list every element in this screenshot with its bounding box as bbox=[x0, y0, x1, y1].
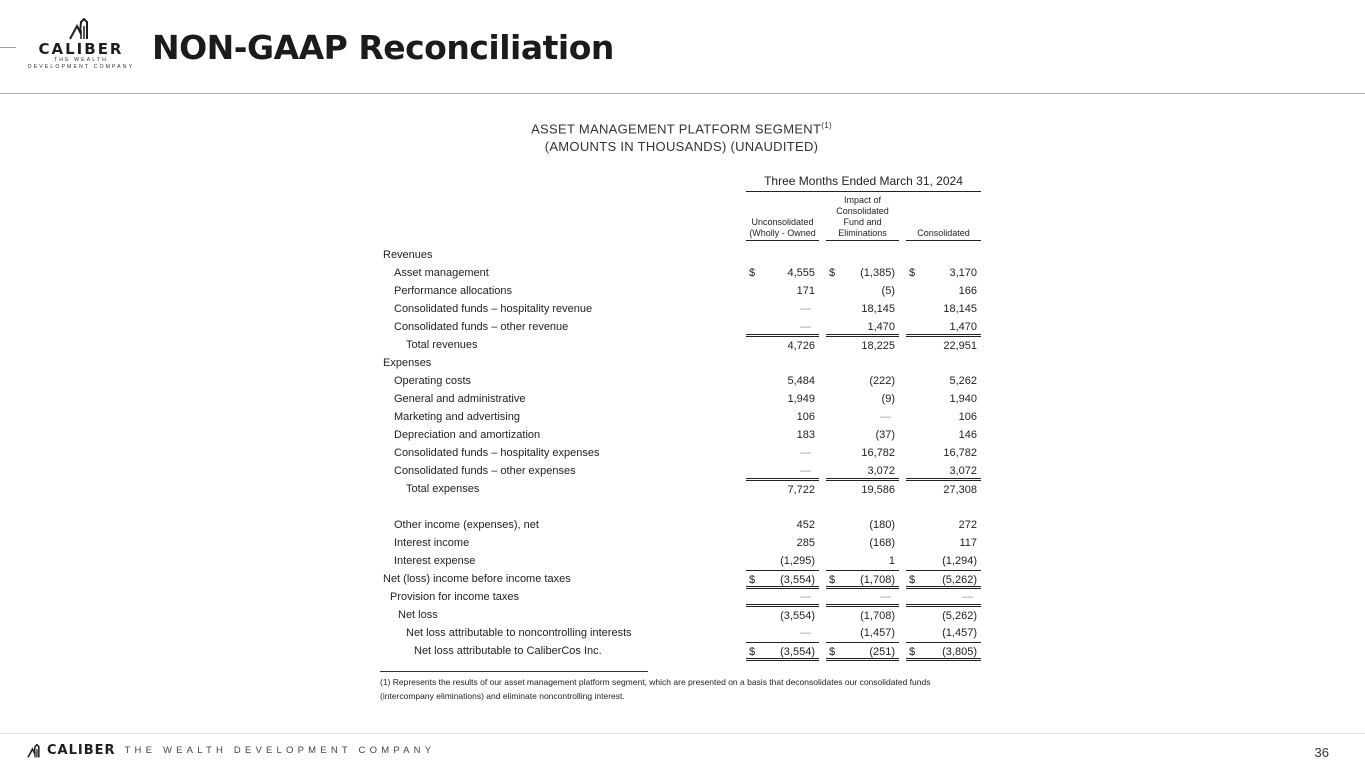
cell-value: (180) bbox=[869, 519, 895, 531]
table-row bbox=[380, 444, 983, 462]
row-label: Depreciation and amortization bbox=[394, 429, 541, 441]
row-label: Interest expense bbox=[394, 555, 476, 567]
cell-value: 19,586 bbox=[861, 484, 895, 496]
value-cell bbox=[906, 390, 981, 407]
value-cell bbox=[826, 570, 899, 589]
table-row bbox=[380, 570, 983, 588]
cell-value: (3,805) bbox=[942, 646, 977, 658]
cell-value: (5,262) bbox=[942, 574, 977, 586]
cell-value: (251) bbox=[869, 646, 895, 658]
cell-value: 106 bbox=[796, 411, 815, 423]
value-cell bbox=[826, 588, 899, 605]
row-label: Total revenues bbox=[406, 339, 478, 351]
value-cell bbox=[906, 534, 981, 551]
value-cell bbox=[906, 444, 981, 461]
value-cell bbox=[906, 426, 981, 443]
cell-value: (1,708) bbox=[860, 610, 895, 622]
value-cell bbox=[826, 372, 899, 389]
value-cell bbox=[826, 408, 899, 425]
value-cell bbox=[906, 336, 981, 353]
table-row bbox=[380, 372, 983, 390]
cell-value: 4,726 bbox=[787, 340, 815, 352]
cell-value: — bbox=[800, 627, 811, 639]
value-cell bbox=[826, 462, 899, 479]
cell-value: (1,457) bbox=[860, 627, 895, 639]
row-label: Operating costs bbox=[394, 375, 472, 387]
table-row bbox=[380, 534, 983, 552]
column-header-unconsolidated: Unconsolidated (Wholly - Owned bbox=[746, 194, 819, 241]
table-row bbox=[380, 336, 983, 354]
cell-value: 3,170 bbox=[949, 267, 977, 279]
cell-value: 146 bbox=[958, 429, 977, 441]
value-cell bbox=[906, 552, 981, 569]
cell-value: 1,470 bbox=[867, 321, 895, 333]
table-row bbox=[380, 480, 983, 498]
value-cell bbox=[826, 480, 899, 497]
table-row bbox=[380, 282, 983, 300]
cell-value: 7,722 bbox=[787, 484, 815, 496]
table-row bbox=[380, 426, 983, 444]
value-cell bbox=[906, 462, 981, 479]
cell-value: (1,294) bbox=[942, 555, 977, 567]
value-cell bbox=[906, 606, 981, 623]
row-label: Other income (expenses), net bbox=[394, 519, 539, 531]
cell-value: 166 bbox=[958, 285, 977, 297]
table-row bbox=[380, 300, 983, 318]
cell-value: 1,949 bbox=[787, 393, 815, 405]
value-cell bbox=[746, 624, 819, 641]
value-cell bbox=[826, 606, 899, 623]
currency-symbol: $ bbox=[909, 646, 916, 658]
value-cell bbox=[906, 318, 981, 335]
row-label: Interest income bbox=[394, 537, 470, 549]
cell-value: 22,951 bbox=[943, 340, 977, 352]
table-row bbox=[380, 642, 983, 660]
value-cell bbox=[746, 408, 819, 425]
column-header-impact: Impact of Consolidated Fund and Eliminations bbox=[826, 194, 899, 241]
value-cell bbox=[906, 516, 981, 533]
cell-value: 4,555 bbox=[787, 267, 815, 279]
footnote-divider bbox=[380, 671, 648, 672]
caliber-mark-icon bbox=[26, 744, 44, 758]
cell-value: 1,940 bbox=[949, 393, 977, 405]
row-label: Consolidated funds – other expenses bbox=[394, 465, 576, 477]
table-row bbox=[380, 408, 983, 426]
currency-symbol: $ bbox=[749, 267, 756, 279]
value-cell bbox=[746, 336, 819, 353]
footer-wordmark: CALIBER bbox=[47, 743, 116, 758]
row-label: Net loss bbox=[398, 609, 438, 621]
value-cell bbox=[906, 264, 981, 281]
value-cell bbox=[906, 570, 981, 589]
value-cell bbox=[826, 390, 899, 407]
value-cell bbox=[906, 408, 981, 425]
table-row bbox=[380, 462, 983, 480]
footnote: (1) Represents the results of our asset management platform segment, which are presented on a basis that deconsolidates our consolidated funds (intercompany eliminations) and eliminate noncontrolling interest. bbox=[380, 677, 931, 701]
value-cell bbox=[906, 480, 981, 497]
cell-value: 3,072 bbox=[949, 465, 977, 477]
value-cell bbox=[746, 552, 819, 569]
cell-value: (3,554) bbox=[780, 610, 815, 622]
row-label: Consolidated funds – hospitality revenue bbox=[394, 303, 593, 315]
table-row bbox=[380, 318, 983, 336]
currency-symbol: $ bbox=[829, 646, 836, 658]
value-cell bbox=[826, 624, 899, 641]
value-cell bbox=[906, 588, 981, 605]
row-label: Consolidated funds – other revenue bbox=[394, 321, 569, 333]
cell-value: (5,262) bbox=[942, 610, 977, 622]
cell-value: 285 bbox=[796, 537, 815, 549]
value-cell bbox=[906, 642, 981, 661]
cell-value: — bbox=[800, 303, 811, 315]
caliber-logo bbox=[22, 18, 140, 74]
footer-divider bbox=[0, 733, 1365, 734]
cell-value: (1,295) bbox=[780, 555, 815, 567]
value-cell bbox=[746, 642, 819, 661]
value-cell bbox=[746, 282, 819, 299]
cell-value: — bbox=[880, 591, 891, 603]
row-label: Performance allocations bbox=[394, 285, 513, 297]
cell-value: 18,145 bbox=[943, 303, 977, 315]
cell-value: — bbox=[880, 411, 891, 423]
cell-value: 452 bbox=[796, 519, 815, 531]
value-cell bbox=[826, 552, 899, 569]
currency-symbol: $ bbox=[909, 267, 916, 279]
cell-value: — bbox=[800, 591, 811, 603]
cell-value: — bbox=[800, 447, 811, 459]
cell-value: 272 bbox=[958, 519, 977, 531]
table-row bbox=[380, 552, 983, 570]
page-title: NON-GAAP Reconciliation bbox=[152, 28, 614, 67]
value-cell bbox=[826, 300, 899, 317]
value-cell bbox=[746, 480, 819, 497]
page-number: 36 bbox=[1314, 745, 1329, 760]
segment-title: ASSET MANAGEMENT PLATFORM SEGMENT bbox=[531, 121, 822, 137]
cell-value: — bbox=[800, 321, 811, 333]
value-cell bbox=[746, 444, 819, 461]
cell-value: (222) bbox=[869, 375, 895, 387]
value-cell bbox=[746, 588, 819, 605]
cell-value: (9) bbox=[881, 393, 895, 405]
value-cell bbox=[746, 606, 819, 623]
row-label: Net loss attributable to CaliberCos Inc. bbox=[414, 645, 602, 657]
caliber-mark-icon bbox=[68, 18, 94, 40]
header-divider bbox=[0, 93, 1365, 94]
table-row bbox=[380, 264, 983, 282]
cell-value: (5) bbox=[881, 285, 895, 297]
period-header: Three Months Ended March 31, 2024 bbox=[746, 174, 981, 192]
value-cell bbox=[746, 516, 819, 533]
footer-tagline: THE WEALTH DEVELOPMENT COMPANY bbox=[124, 745, 436, 756]
logo-wordmark: CALIBER bbox=[38, 40, 124, 58]
cell-value: (1,708) bbox=[860, 574, 895, 586]
row-label: Expenses bbox=[383, 357, 432, 369]
table-row bbox=[380, 246, 983, 264]
value-cell bbox=[746, 426, 819, 443]
table-row bbox=[380, 390, 983, 408]
value-cell bbox=[746, 570, 819, 589]
currency-symbol: $ bbox=[829, 574, 836, 586]
segment-heading bbox=[380, 117, 983, 156]
footer-brand bbox=[26, 743, 435, 758]
value-cell bbox=[826, 336, 899, 353]
value-cell bbox=[826, 264, 899, 281]
value-cell bbox=[746, 264, 819, 281]
row-label: Asset management bbox=[394, 267, 489, 279]
cell-value: 18,225 bbox=[861, 340, 895, 352]
header-accent-line bbox=[0, 47, 16, 48]
cell-value: 1 bbox=[888, 555, 895, 567]
row-label: General and administrative bbox=[394, 393, 526, 405]
cell-value: — bbox=[800, 465, 811, 477]
segment-title-footnote-ref: (1) bbox=[821, 121, 832, 130]
cell-value: 183 bbox=[796, 429, 815, 441]
cell-value: (168) bbox=[869, 537, 895, 549]
cell-value: 1,470 bbox=[949, 321, 977, 333]
value-cell bbox=[826, 642, 899, 661]
cell-value: (1,385) bbox=[860, 267, 895, 279]
row-label: Net loss attributable to noncontrolling interests bbox=[406, 627, 632, 639]
cell-value: (3,554) bbox=[780, 646, 815, 658]
value-cell bbox=[826, 318, 899, 335]
value-cell bbox=[826, 516, 899, 533]
table-row bbox=[380, 354, 983, 372]
value-cell bbox=[746, 390, 819, 407]
table-row bbox=[380, 588, 983, 606]
value-cell bbox=[826, 534, 899, 551]
row-label: Marketing and advertising bbox=[394, 411, 520, 423]
value-cell bbox=[906, 282, 981, 299]
cell-value: 5,484 bbox=[787, 375, 815, 387]
table-row bbox=[380, 606, 983, 624]
segment-subtitle: (AMOUNTS IN THOUSANDS) (UNAUDITED) bbox=[544, 139, 819, 155]
column-header-consolidated: Consolidated bbox=[906, 194, 981, 241]
value-cell bbox=[826, 282, 899, 299]
cell-value: (3,554) bbox=[780, 574, 815, 586]
value-cell bbox=[906, 372, 981, 389]
cell-value: 5,262 bbox=[949, 375, 977, 387]
row-label: Consolidated funds – hospitality expenses bbox=[394, 447, 600, 459]
row-label: Provision for income taxes bbox=[390, 591, 519, 603]
currency-symbol: $ bbox=[829, 267, 836, 279]
value-cell bbox=[746, 372, 819, 389]
table-row bbox=[380, 516, 983, 534]
cell-value: 16,782 bbox=[861, 447, 895, 459]
cell-value: 3,072 bbox=[867, 465, 895, 477]
cell-value: (37) bbox=[875, 429, 895, 441]
value-cell bbox=[826, 444, 899, 461]
value-cell bbox=[746, 300, 819, 317]
cell-value: 171 bbox=[796, 285, 815, 297]
currency-symbol: $ bbox=[749, 574, 756, 586]
cell-value: 117 bbox=[959, 537, 977, 549]
value-cell bbox=[906, 624, 981, 641]
cell-value: — bbox=[962, 591, 973, 603]
row-label: Total expenses bbox=[406, 483, 480, 495]
cell-value: 106 bbox=[958, 411, 977, 423]
currency-symbol: $ bbox=[909, 574, 916, 586]
value-cell bbox=[746, 318, 819, 335]
value-cell bbox=[746, 462, 819, 479]
cell-value: 16,782 bbox=[943, 447, 977, 459]
cell-value: (1,457) bbox=[942, 627, 977, 639]
value-cell bbox=[826, 426, 899, 443]
value-cell bbox=[746, 534, 819, 551]
table-row bbox=[380, 624, 983, 642]
row-label: Revenues bbox=[383, 249, 433, 261]
cell-value: 27,308 bbox=[943, 484, 977, 496]
row-label: Net (loss) income before income taxes bbox=[383, 573, 571, 585]
cell-value: 18,145 bbox=[861, 303, 895, 315]
currency-symbol: $ bbox=[749, 646, 756, 658]
logo-tagline: THE WEALTH DEVELOPMENT COMPANY bbox=[27, 57, 135, 70]
value-cell bbox=[906, 300, 981, 317]
